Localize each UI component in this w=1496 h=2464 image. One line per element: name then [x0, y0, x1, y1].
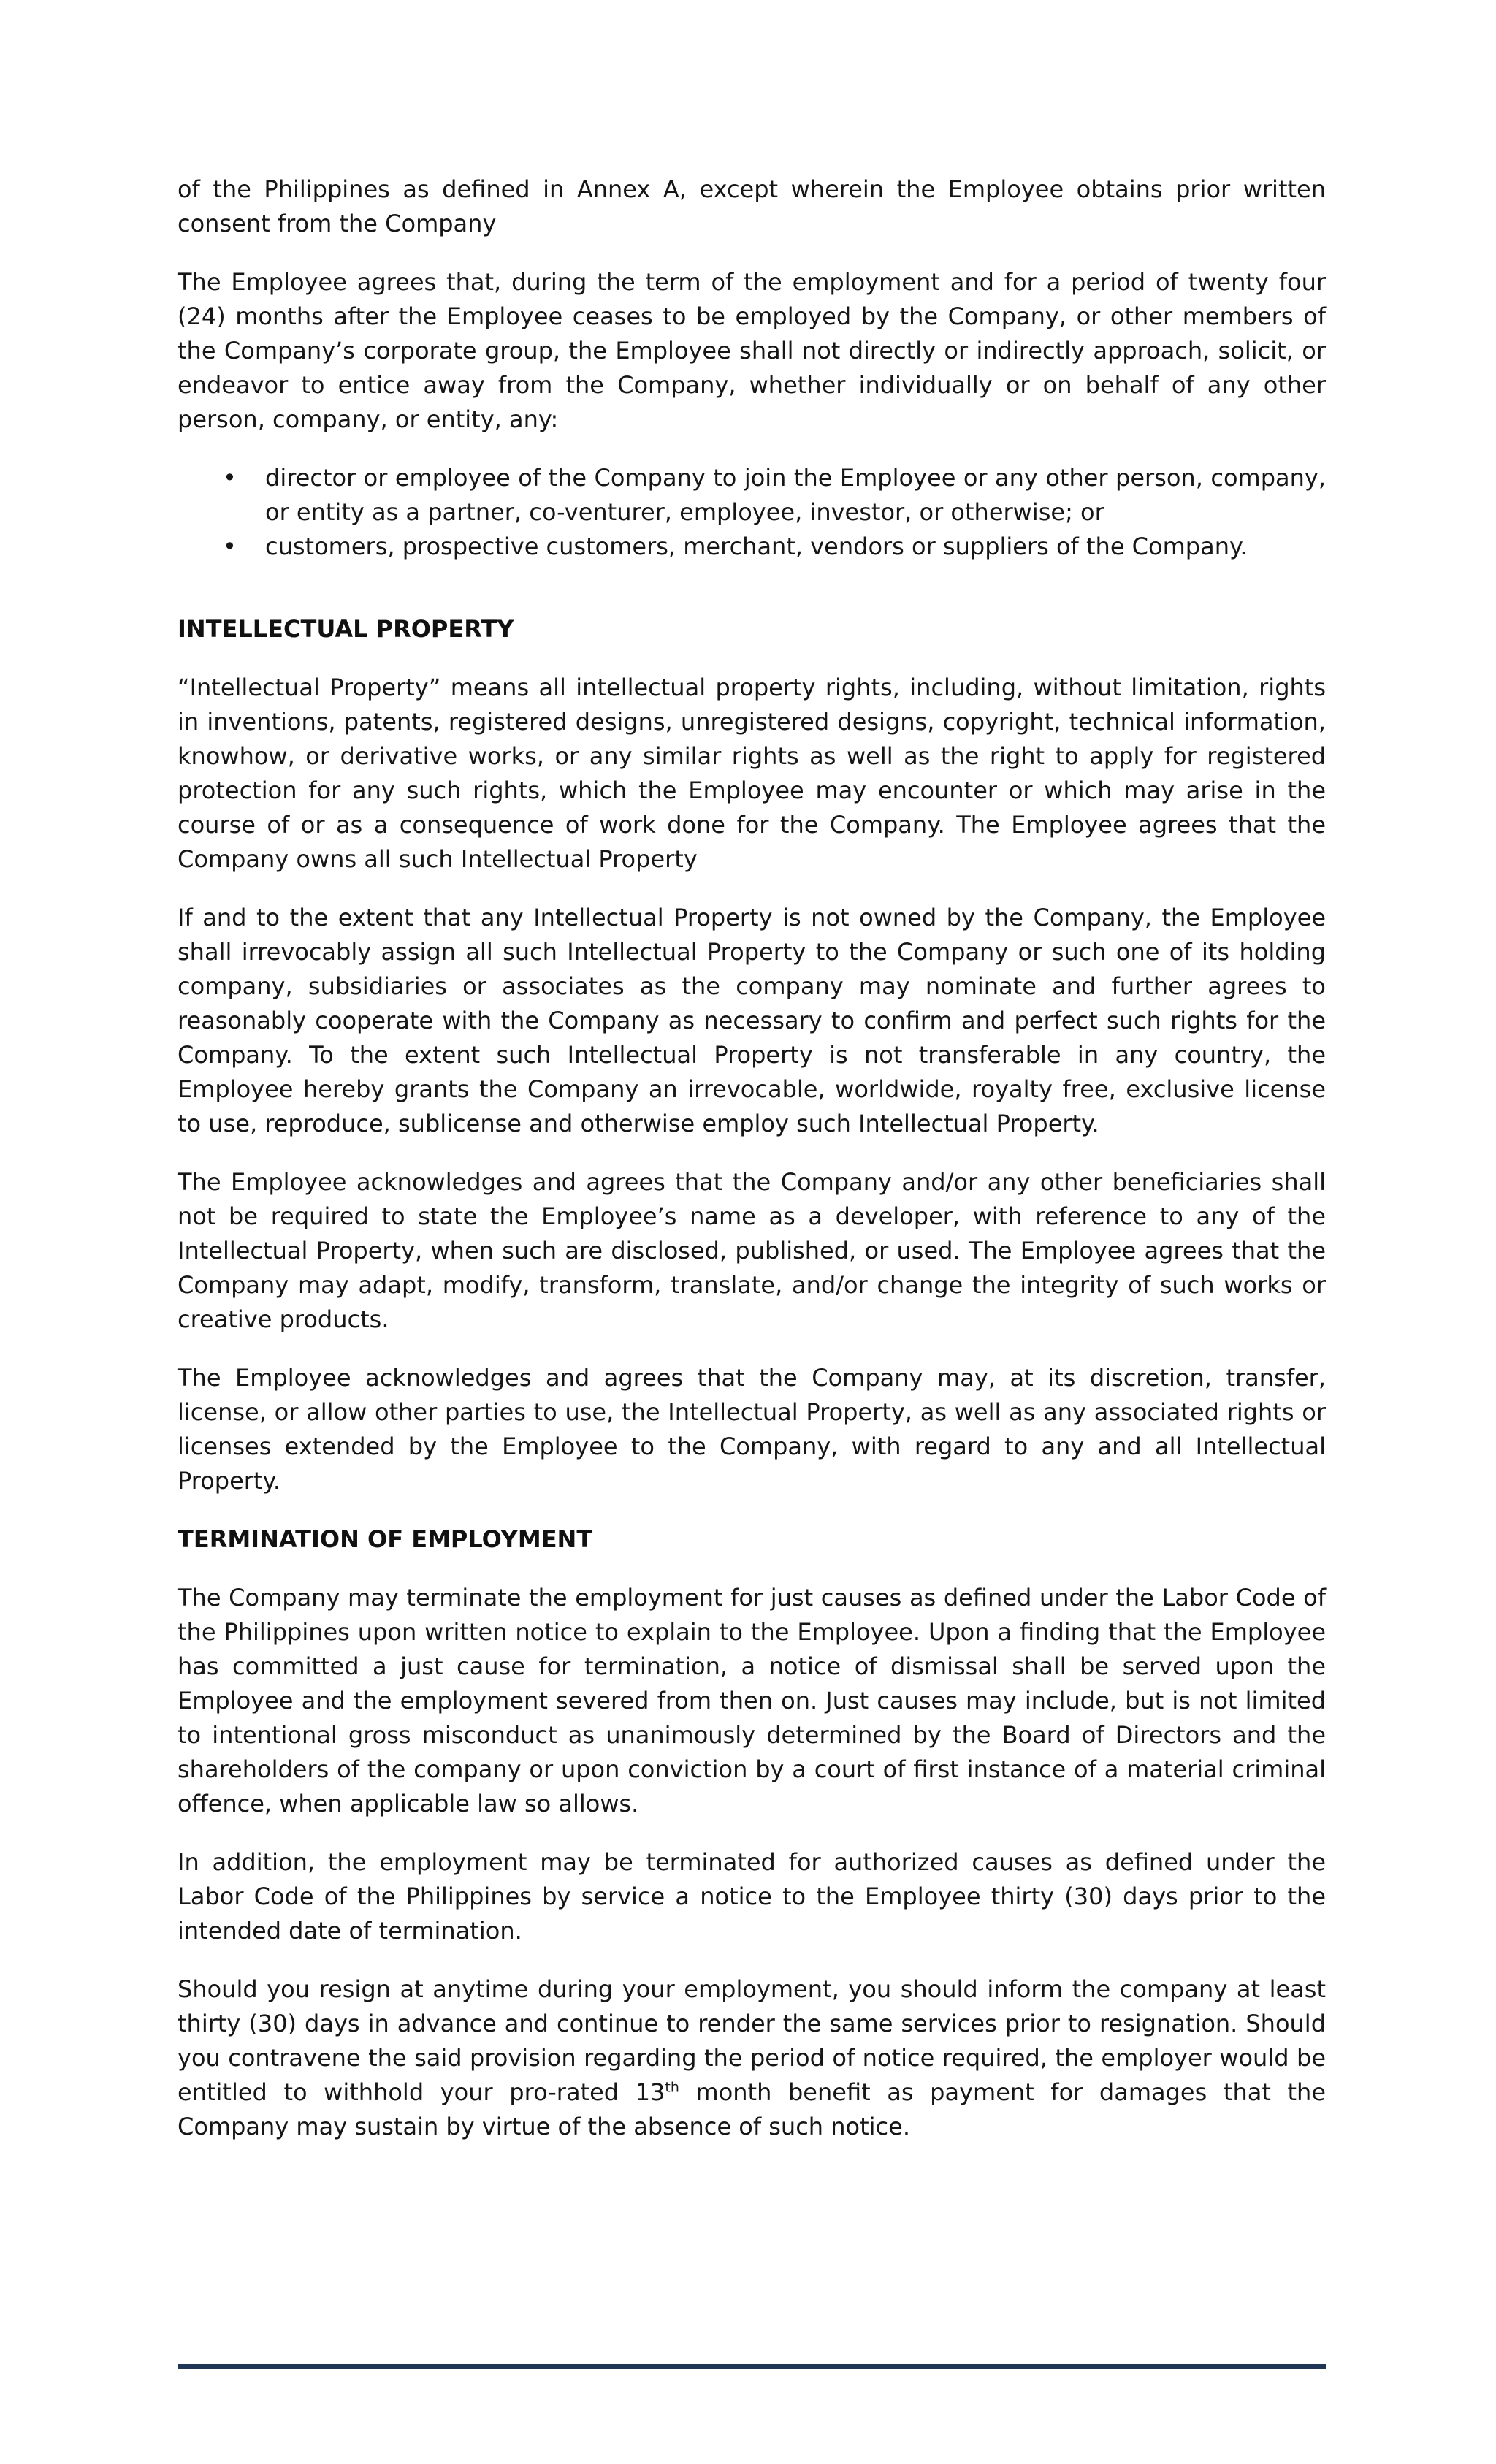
paragraph-non-solicitation: The Employee agrees that, during the term of the employment and for a period of twenty four (24) months after the Employee ceases to be employed by the Company, or other members of the Company’s corporate group, the Employee shall not directly or indirectly approach, solicit, or endeavor to entice away from the Company, whether individually or on behalf of any other person, company, or entity, any:	[178, 268, 1326, 433]
paragraph-just-causes: The Company may terminate the employment for just causes as defined under the Labor Code of the Philippines upon written notice to explain to the Employee. Upon a finding that the Employee has committed a just cause for termination, a notice of dismissal shall be served upon the Employee and the employment severed from then on. Just causes may include, but is not limited to intentional gross misconduct as unanimously determined by the Board of Directors and the shareholders of the company or upon conviction by a court of first instance of a material criminal offence, when applicable law so allows.	[178, 1584, 1326, 1818]
section-heading-termination: TERMINATION OF EMPLOYMENT	[178, 1525, 593, 1553]
resignation-text-end: month benefit as payment for damages that the Company may sustain by virtue of the absence of such notice.	[178, 2078, 1327, 2140]
section-heading-intellectual-property: INTELLECTUAL PROPERTY	[178, 615, 514, 643]
document-page	[178, 172, 1326, 2168]
paragraph-resignation	[178, 1972, 1326, 2144]
paragraph-ip-definition: “Intellectual Property” means all intellectual property rights, including, without limitation, rights in inventions, patents, registered designs, unregistered designs, copyright, technical information, knowhow, or derivative works, or any similar rights as well as the right to apply for registered protection for any such rights, which the Employee may encounter or which may arise in the course of or as a consequence of work done for the Company. The Employee agrees that the Company owns all such Intellectual Property	[178, 674, 1326, 873]
list-item: • director or employee of the Company to join the Employee or any other person, company, or entity as a partner, co-venturer, employee, investor, or otherwise; or	[178, 461, 1326, 530]
ordinal-suffix: th	[665, 2079, 679, 2096]
paragraph-ip-transfer: The Employee acknowledges and agrees that the Company may, at its discretion, transfer, license, or allow other parties to use, the Intellectual Property, as well as any associated rights or licenses extended by the Employee to the Company, with regard to any and all Intellectual Property.	[178, 1364, 1326, 1495]
resignation-text: Should you resign at anytime during your employment, you should inform the company at least thirty (30) days in advance and continue to render the same services prior to resignation. Should you contravene the said provision regarding the period of notice required, the employer would be entitled to withhold your pro-rated 13	[178, 1975, 1326, 2106]
paragraph-authorized-causes: In addition, the employment may be terminated for authorized causes as defined under the Labor Code of the Philippines by service a notice to the Employee thirty (30) days prior to the intended date of termination.	[178, 1848, 1326, 1945]
list-item: • customers, prospective customers, merchant, vendors or suppliers of the Company.	[178, 530, 1326, 564]
paragraph-ip-assignment: If and to the extent that any Intellectual Property is not owned by the Company, the Employee shall irrevocably assign all such Intellectual Property to the Company or such one of its holding company, subsidiaries or associates as the company may nominate and further agrees to reasonably cooperate with the Company as necessary to confirm and perfect such rights for the Company. To the extent such Intellectual Property is not transferable in any country, the Employee hereby grants the Company an irrevocable, worldwide, royalty free, exclusive license to use, reproduce, sublicense and otherwise employ such Intellectual Property.	[178, 904, 1326, 1137]
footer-divider	[178, 2364, 1326, 2369]
paragraph-ip-attribution: The Employee acknowledges and agrees that the Company and/or any other beneficiaries shall not be required to state the Employee’s name as a developer, with reference to any of the Intellectual Property, when such are disclosed, published, or used. The Employee agrees that the Company may adapt, modify, transform, translate, and/or change the integrity of such works or creative products.	[178, 1168, 1326, 1333]
non-solicitation-list	[178, 461, 1326, 564]
paragraph-continuation: of the Philippines as defined in Annex A, except wherein the Employee obtains prior written consent from the Company	[178, 175, 1326, 237]
